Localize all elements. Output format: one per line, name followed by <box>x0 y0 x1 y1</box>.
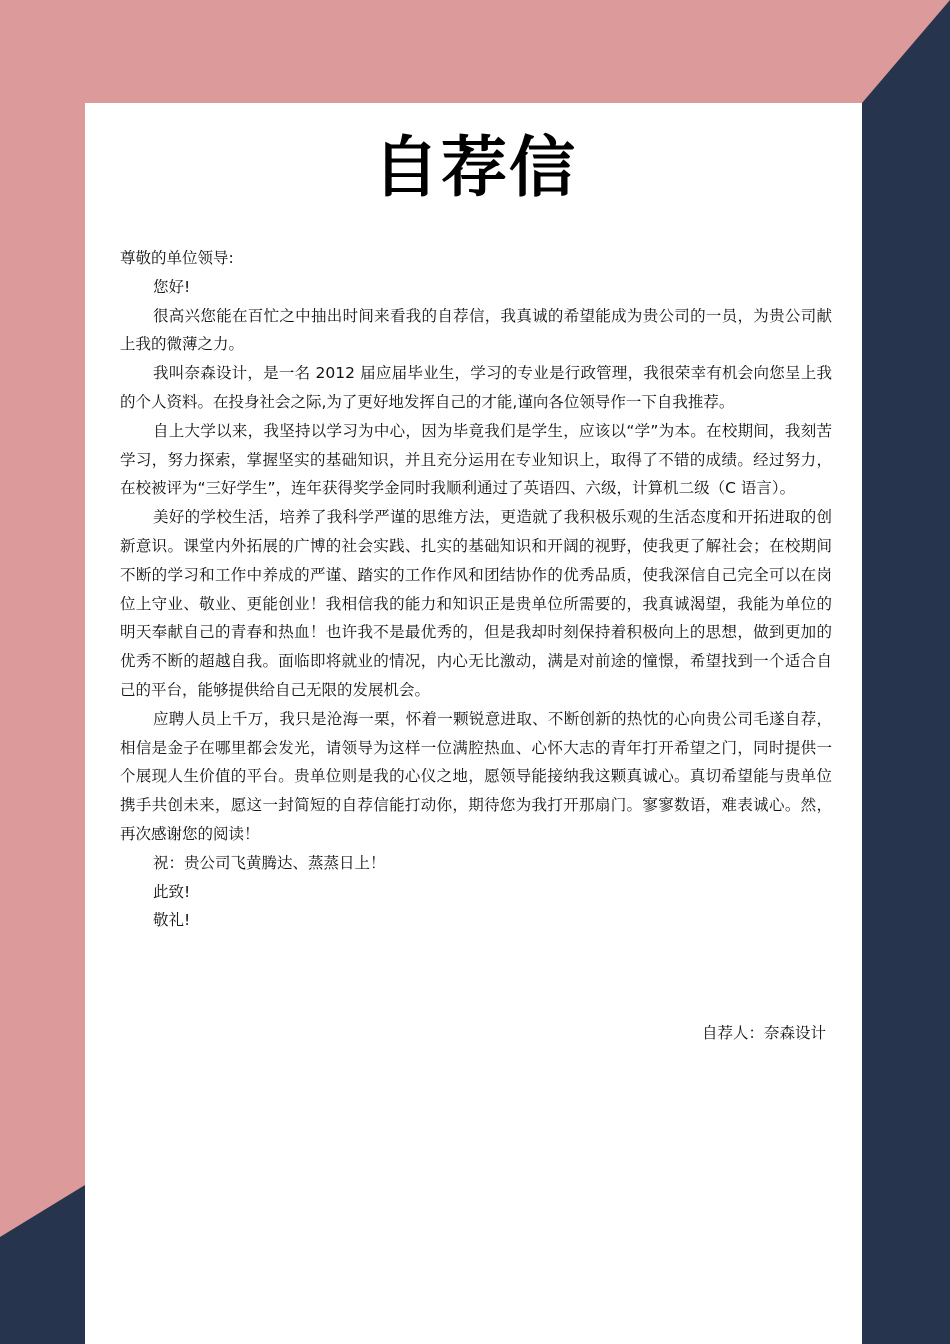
letter-body <box>120 244 832 935</box>
closing-line-2: 敬礼! <box>153 911 191 930</box>
navy-corner-bottom-left <box>0 1185 85 1344</box>
greeting: 您好! <box>153 277 191 296</box>
paragraph-education: 自上大学以来，我坚持以学习为中心，因为毕竟我们是学生，应该以“学”为本。在校期间，我刻苦学习，努力探索，掌握坚实的基础知识，并且充分运用在专业知识上，取得了不错的成绩。经过努力，在校被评为“三好学生”，连年获得奖学金同时我顺利通过了英语四、六级，计算机二级（C 语言）。 <box>120 421 832 498</box>
paragraph-conclusion: 应聘人员上千万，我只是沧海一栗，怀着一颗锐意进取、不断创新的热忱的心向贵公司毛遂自荐，相信是金子在哪里都会发光，请领导为这样一位满腔热血、心怀大志的青年打开希望之门，同时提供一个展现人生价值的平台。贵单位则是我的心仪之地，愿领导能接纳我这颗真诚心。真切希望能与贵单位携手共创未来，愿这一封简短的自荐信能打动你，期待您为我打开那扇门。寥寥数语，难表诚心。然，再次感谢您的阅读！ <box>120 709 832 843</box>
salutation: 尊敬的单位领导: <box>120 249 234 267</box>
signature: 自荐人：奈森设计 <box>701 1024 826 1042</box>
paragraph-qualities: 美好的学校生活，培养了我科学严谨的思维方法，更造就了我积极乐观的生活态度和开拓进取的创新意识。课堂内外拓展的广博的社会实践、扎实的基础知识和开阔的视野，使我更了解社会；在校期间不断的学习和工作中养成的严谨、踏实的工作作风和团结协作的优秀品质，使我深信自己完全可以在岗位上守业、敬业、更能创业！我相信我的能力和知识正是贵单位所需要的，我真诚渴望，我能为单位的明天奉献自己的青春和热血！也许我不是最优秀的，但是我却时刻保持着积极向上的思想，做到更加的优秀不断的超越自我。面临即将就业的情况，内心无比激动，满是对前途的憧憬，希望找到一个适合自己的平台，能够提供给自己无限的发展机会。 <box>120 508 832 699</box>
page-title: 自荐信 <box>373 129 577 206</box>
paragraph-self-introduction: 我叫奈森设计，是一名 2012 届应届毕业生，学习的专业是行政管理，我很荣幸有机会向您呈上我的个人资料。在投身社会之际,为了更好地发挥自己的才能,谨向各位领导作一下自我推荐。 <box>120 364 832 411</box>
closing-line-1: 此致! <box>153 882 191 901</box>
wish-line: 祝：贵公司飞黄腾达、蒸蒸日上！ <box>153 853 386 872</box>
paragraph-intro: 很高兴您能在百忙之中抽出时间来看我的自荐信，我真诚的希望能成为贵公司的一员，为贵公司献上我的微薄之力。 <box>120 306 832 354</box>
